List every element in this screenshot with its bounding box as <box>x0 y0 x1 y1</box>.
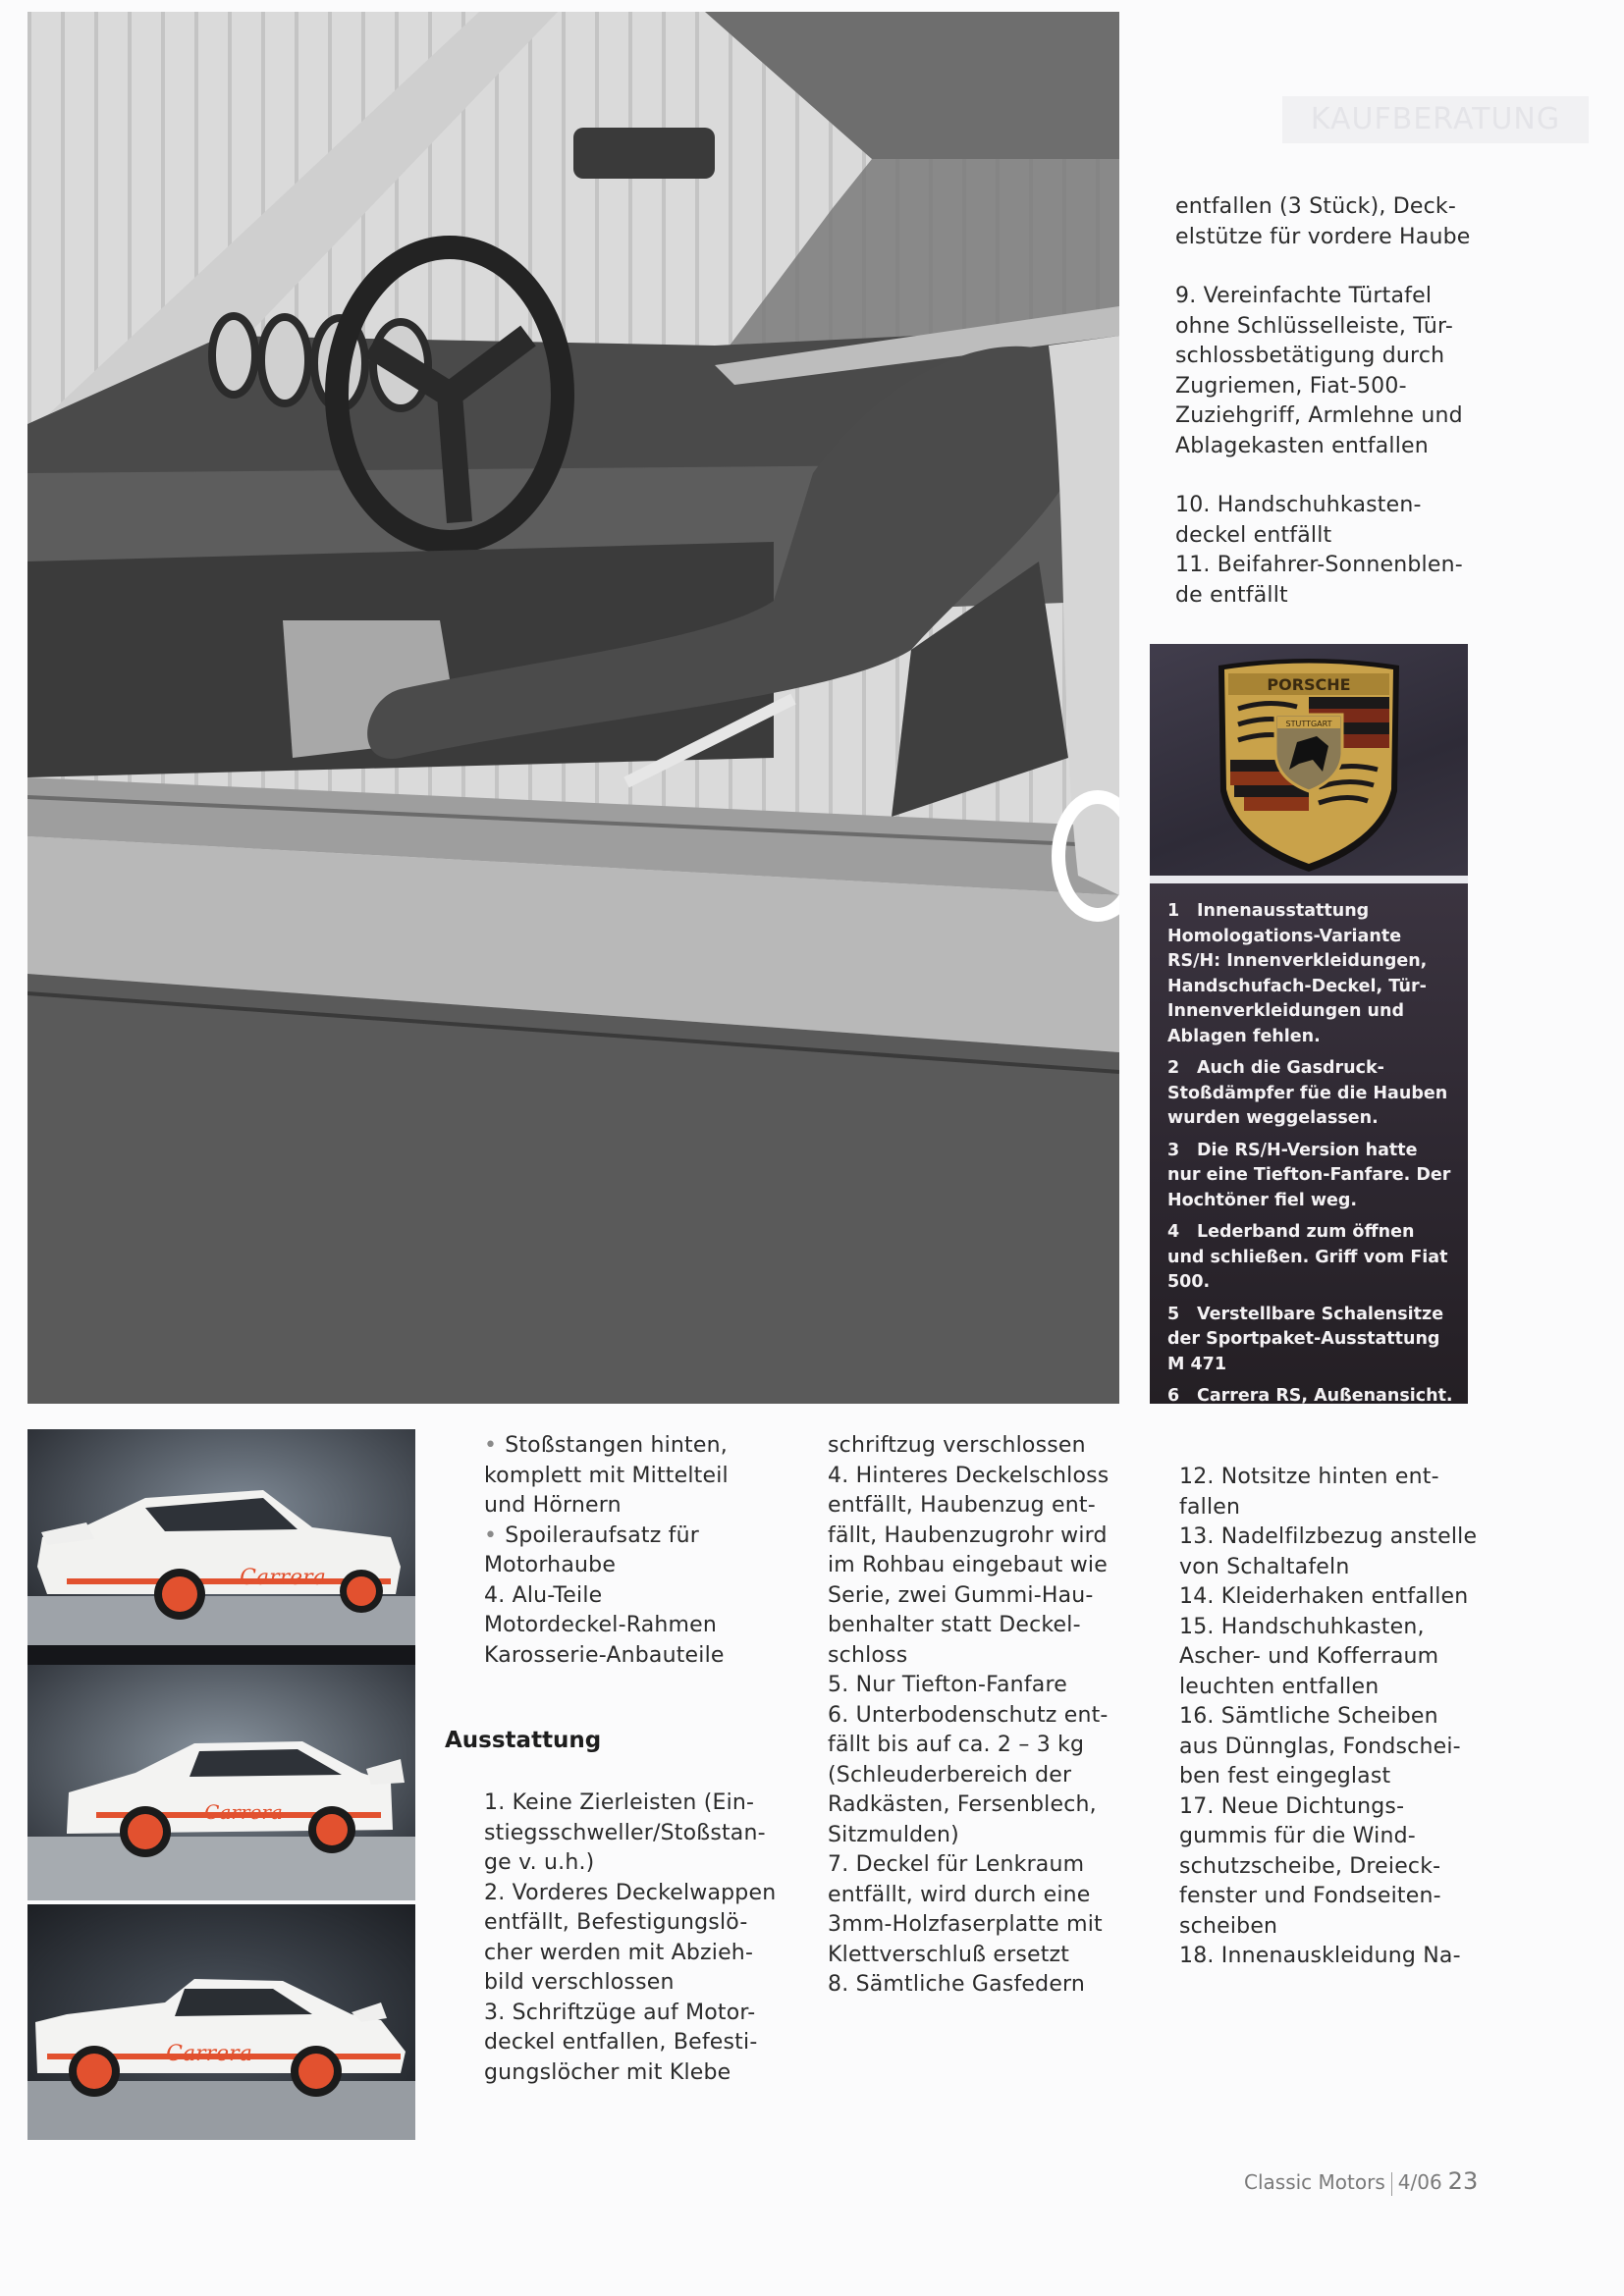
caption-number: 5 <box>1167 1304 1180 1324</box>
car-graphic <box>27 1665 415 1900</box>
item-15: 15. Handschuhkasten, Ascher- und Kofferraum leuchten entfallen <box>1179 1614 1439 1699</box>
porsche-crest-photo <box>1150 644 1468 880</box>
section-heading-ausstattung: Ausstattung <box>445 1728 602 1753</box>
caption-text: Lederband zum öffnen und schließen. Griff vom Fiat 500. <box>1167 1222 1448 1292</box>
text-column-c <box>1179 1463 1493 1972</box>
interior-photo-graphic <box>27 12 1119 1404</box>
text-column-a <box>484 1431 779 1671</box>
caption-6 <box>1167 1384 1456 1410</box>
carrera-script: Carrera <box>204 1800 283 1824</box>
caption-text: Auch die Gasdruck-Stoßdämpfer füe die Hauben wurden weggelassen. <box>1167 1058 1448 1128</box>
caption-text: Innenausstattung Homologations-Variante RS/H: Innenverkleidungen, Handschufach-Deckel, Tür-Innenverkleidungen und Ablagen fehlen. <box>1167 901 1428 1046</box>
item-6: 6. Unterbodenschutz ent- fällt bis auf ca. 2 – 3 kg (Schleuderbereich der Radkästen, Fersenblech, Sitzmulden) <box>828 1702 1109 1847</box>
bullet-item: • Stoßstangen hinten, komplett mit Mittelteil und Hörnern <box>484 1431 779 1522</box>
item-17: 17. Neue Dichtungs- gummis für die Wind- schutzscheibe, Dreieck- fenster und Fondseiten- scheiben <box>1179 1793 1441 1939</box>
caption-text: Carrera RS, Außenansicht. <box>1197 1386 1453 1406</box>
crest-inner-lettering: STUTTGART <box>1285 720 1332 728</box>
caption-number: 2 <box>1167 1058 1180 1078</box>
caption-text: Verstellbare Schalensitze der Sportpaket-Ausstattung M 471 <box>1167 1304 1444 1374</box>
caption-text: Die RS/H-Version hatte nur eine Tiefton-Fanfare. Der Hochtöner fiel weg. <box>1167 1140 1451 1210</box>
item-9: 9. Vereinfachte Türtafel ohne Schlüsselleiste, Tür- schlossbetätigung durch Zugriemen, Fiat-500- Zuziehgriff, Armlehne und Ablagekasten entfallen <box>1175 284 1463 458</box>
text-column-b <box>828 1431 1152 2001</box>
item-14: 14. Kleiderhaken entfallen <box>1179 1584 1469 1609</box>
text-column-a-lower <box>484 1789 779 2088</box>
caption-number: 3 <box>1167 1140 1180 1160</box>
item-18: 18. Innenauskleidung Na- <box>1179 1944 1461 1968</box>
issue-number: 4/06 <box>1397 2170 1442 2194</box>
car-photo-side-view <box>27 1904 415 2140</box>
caption-number: 4 <box>1167 1222 1180 1242</box>
car-photo-front-three-quarter <box>27 1665 415 1900</box>
caption-3 <box>1167 1139 1456 1214</box>
item-4: 4. Hinteres Deckelschloss entfällt, Haubenzug ent- fällt, Haubenzugrohr wird im Rohbau eingebaut wie Serie, zwei Gummi-Hau- benhalter statt Deckel- schloss <box>828 1463 1110 1668</box>
item-12: 12. Notsitze hinten ent- fallen <box>1179 1465 1439 1520</box>
item-13: 13. Nadelfilzbezug anstelle von Schaltafeln <box>1179 1524 1478 1579</box>
caption-1 <box>1167 899 1456 1049</box>
item-16: 16. Sämtliche Scheiben aus Dünnglas, Fondschei- ben fest eingeglast <box>1179 1704 1461 1789</box>
page-footer <box>1244 2167 1478 2196</box>
continuation-text: schriftzug verschlossen <box>828 1433 1086 1458</box>
crest-divider <box>1150 876 1468 883</box>
bullet-item: • Spoileraufsatz für Motorhaube <box>484 1522 779 1581</box>
caption-number: 6 <box>1167 1386 1180 1406</box>
item-1: 1. Keine Zierleisten (Ein- stiegsschweller/Stoßstan- ge v. u.h.) <box>484 1790 766 1875</box>
section-header-ghost: KAUFBERATUNG <box>1282 96 1589 143</box>
item-8: 8. Sämtliche Gasfedern <box>828 1972 1086 1997</box>
carrera-script: Carrera <box>166 2042 252 2066</box>
crest-lettering: PORSCHE <box>1267 675 1351 694</box>
page-number: 23 <box>1447 2167 1479 2195</box>
item-10: 10. Handschuhkasten- deckel entfällt <box>1175 493 1422 548</box>
porsche-crest-graphic <box>1150 644 1468 880</box>
item-2: 2. Vorderes Deckelwappen entfällt, Befestigungslö- cher werden mit Abzieh- bild verschlossen <box>484 1880 777 1995</box>
right-column-text <box>1175 192 1499 611</box>
footer-separator <box>1391 2172 1392 2196</box>
carrera-script: Carrera <box>240 1566 326 1590</box>
interior-photo <box>27 12 1119 1404</box>
magazine-name: Classic Motors <box>1244 2170 1385 2194</box>
item-4-alu: 4. Alu-Teile Motordeckel-Rahmen Karosserie-Anbauteile <box>484 1582 725 1668</box>
photo-captions <box>1150 883 1468 1404</box>
car-photo-rear-three-quarter <box>27 1429 415 1665</box>
item-7: 7. Deckel für Lenkraum entfällt, wird durch eine 3mm-Holzfaserplatte mit Klettverschluß ersetzt <box>828 1852 1103 1967</box>
caption-5 <box>1167 1303 1456 1378</box>
caption-4 <box>1167 1220 1456 1296</box>
continuation-text: entfallen (3 Stück), Deck- elstütze für vordere Haube <box>1175 194 1471 249</box>
car-graphic <box>27 1904 415 2140</box>
caption-2 <box>1167 1056 1456 1132</box>
item-3: 3. Schriftzüge auf Motor- deckel entfallen, Befesti- gungslöcher mit Klebe <box>484 2000 758 2085</box>
caption-number: 1 <box>1167 901 1180 921</box>
item-11: 11. Beifahrer-Sonnenblen- de entfällt <box>1175 553 1463 608</box>
item-5: 5. Nur Tiefton-Fanfare <box>828 1673 1067 1697</box>
car-graphic <box>27 1429 415 1665</box>
